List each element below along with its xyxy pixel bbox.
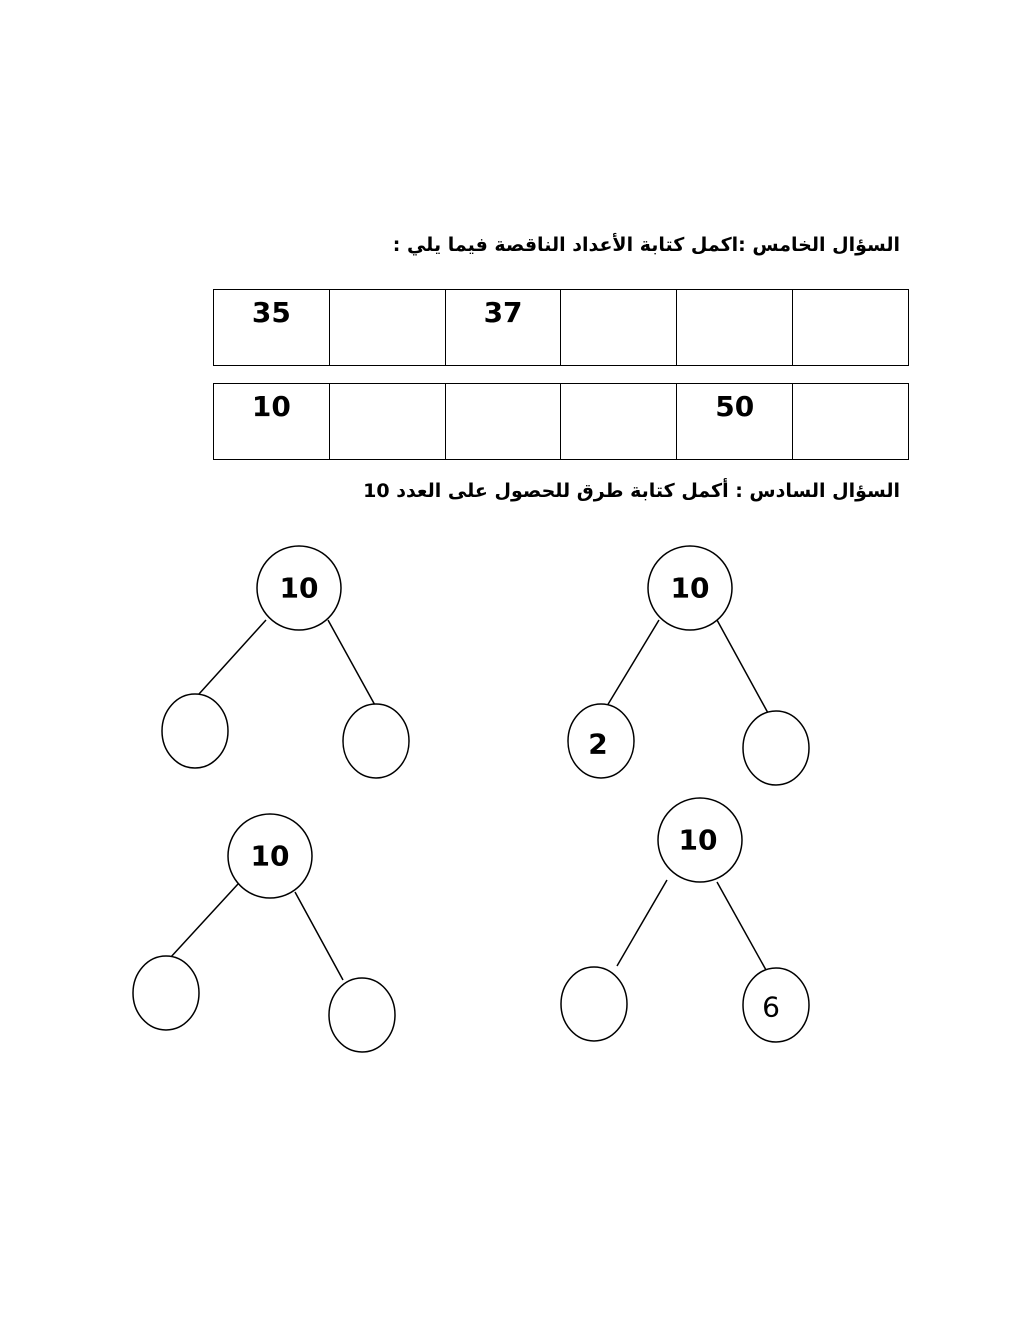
bond-line-left bbox=[199, 620, 266, 694]
sequence-cell[interactable]: 50 bbox=[677, 384, 793, 460]
right-part-circle[interactable] bbox=[343, 704, 409, 778]
sequence-cell[interactable]: 37 bbox=[445, 290, 561, 366]
question5-title: السؤال الخامس :اكمل كتابة الأعداد الناقصة فيما يلي : bbox=[392, 234, 900, 256]
bond-line-right bbox=[295, 892, 343, 980]
left-part-circle[interactable] bbox=[561, 967, 627, 1041]
bond-line-right bbox=[328, 620, 376, 707]
root-value: 10 bbox=[678, 823, 718, 857]
root-value: 10 bbox=[670, 571, 710, 605]
root-value: 10 bbox=[279, 571, 319, 605]
left-part-value: 2 bbox=[588, 727, 608, 761]
right-part-circle[interactable] bbox=[743, 711, 809, 785]
bond-line-right bbox=[717, 882, 766, 970]
bond-line-left bbox=[617, 880, 667, 966]
question6-title: السؤال السادس : أكمل كتابة طرق للحصول على العدد 10 bbox=[363, 480, 900, 502]
bond-line-right bbox=[717, 620, 768, 713]
sequence-cell[interactable]: 35 bbox=[214, 290, 330, 366]
bond-line-left bbox=[607, 620, 659, 706]
left-part-circle[interactable] bbox=[133, 956, 199, 1030]
root-value: 10 bbox=[250, 839, 290, 873]
left-part-circle[interactable] bbox=[162, 694, 228, 768]
right-part-circle[interactable] bbox=[329, 978, 395, 1052]
bond-line-left bbox=[170, 884, 238, 958]
right-part-value: 6 bbox=[762, 990, 780, 1024]
sequence-cell[interactable]: 10 bbox=[214, 384, 330, 460]
